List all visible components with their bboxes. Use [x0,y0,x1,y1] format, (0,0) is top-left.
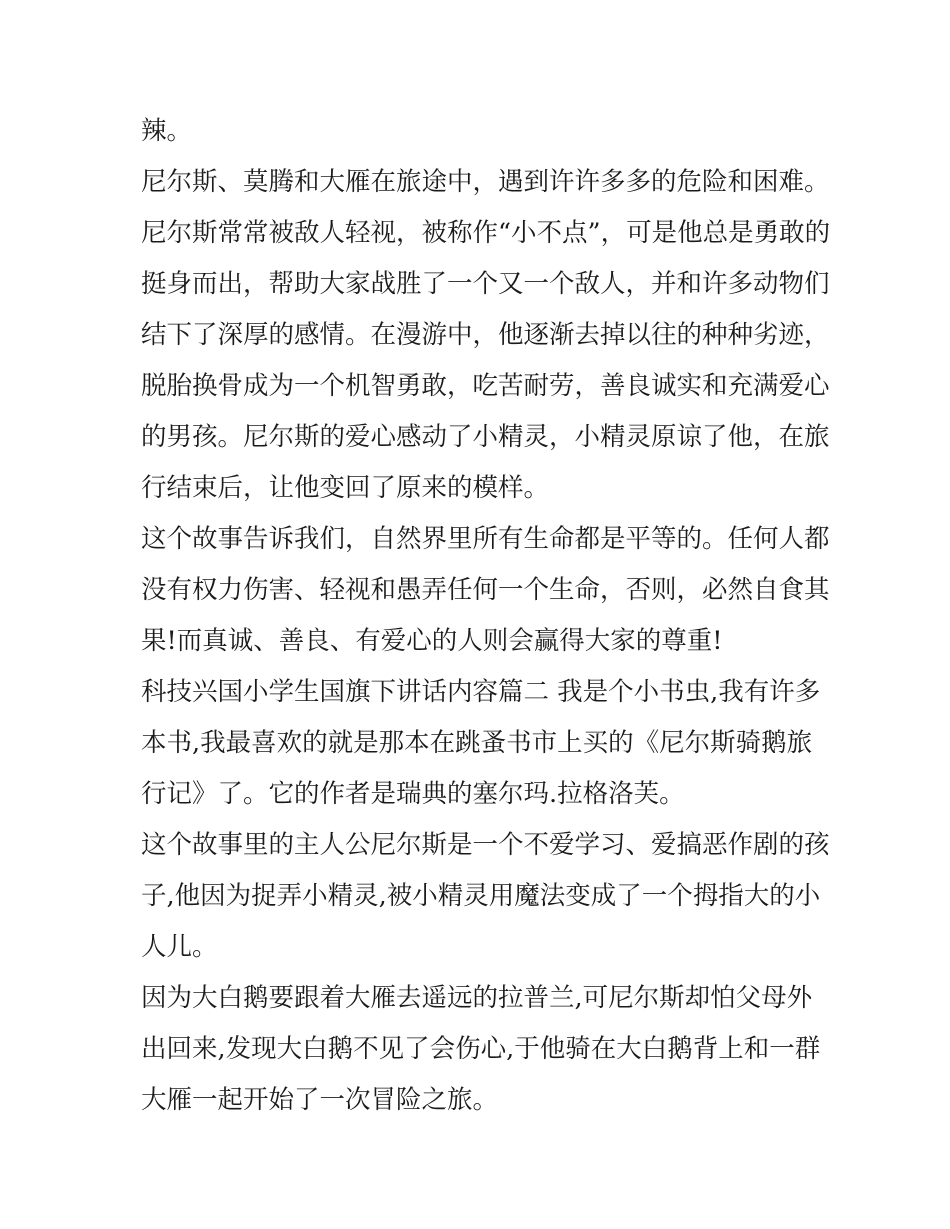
text-line: 本书,我最喜欢的就是那本在跳蚤书市上买的《尼尔斯骑鹅旅 [141,728,813,758]
document-body-text [141,106,831,1126]
text-line: 这个故事告诉我们，自然界里所有生命都是平等的。任何人都 [141,524,830,554]
text-line: 人儿。 [141,932,218,962]
text-line: 行记》了。它的作者是瑞典的塞尔玛.拉格洛芙。 [141,779,685,809]
text-line: 尼尔斯常常被敌人轻视，被称作“小不点”，可是他总是勇敢的 [141,218,831,248]
text-line: 大雁一起开始了一次冒险之旅。 [141,1085,499,1115]
text-line: 因为大白鹅要跟着大雁去遥远的拉普兰,可尼尔斯却怕父母外 [141,983,813,1013]
text-line: 尼尔斯、莫腾和大雁在旅途中，遇到许许多多的危险和困难。 [141,167,830,197]
text-line: 这个故事里的主人公尼尔斯是一个不爱学习、爱搞恶作剧的孩 [141,830,830,860]
text-line: 没有权力伤害、轻视和愚弄任何一个生命，否则，必然自食其 [141,575,830,605]
text-line: 的男孩。尼尔斯的爱心感动了小精灵，小精灵原谅了他，在旅 [141,422,830,452]
text-line: 出回来,发现大白鹅不见了会伤心,于他骑在大白鹅背上和一群 [141,1034,821,1064]
text-line: 子,他因为捉弄小精灵,被小精灵用魔法变成了一个拇指大的小 [141,881,821,911]
text-line: 果!而真诚、善良、有爱心的人则会赢得大家的尊重! [141,626,723,656]
text-line: 行结束后，让他变回了原来的模样。 [141,473,550,503]
text-line: 结下了深厚的感情。在漫游中，他逐渐去掉以往的种种劣迹， [141,320,830,350]
text-line: 挺身而出，帮助大家战胜了一个又一个敌人，并和许多动物们 [141,269,830,299]
text-line: 脱胎换骨成为一个机智勇敢，吃苦耐劳，善良诚实和充满爱心 [141,371,830,401]
text-line: 科技兴国小学生国旗下讲话内容篇二 我是个小书虫,我有许多 [141,677,821,707]
text-line: 辣。 [141,116,193,146]
